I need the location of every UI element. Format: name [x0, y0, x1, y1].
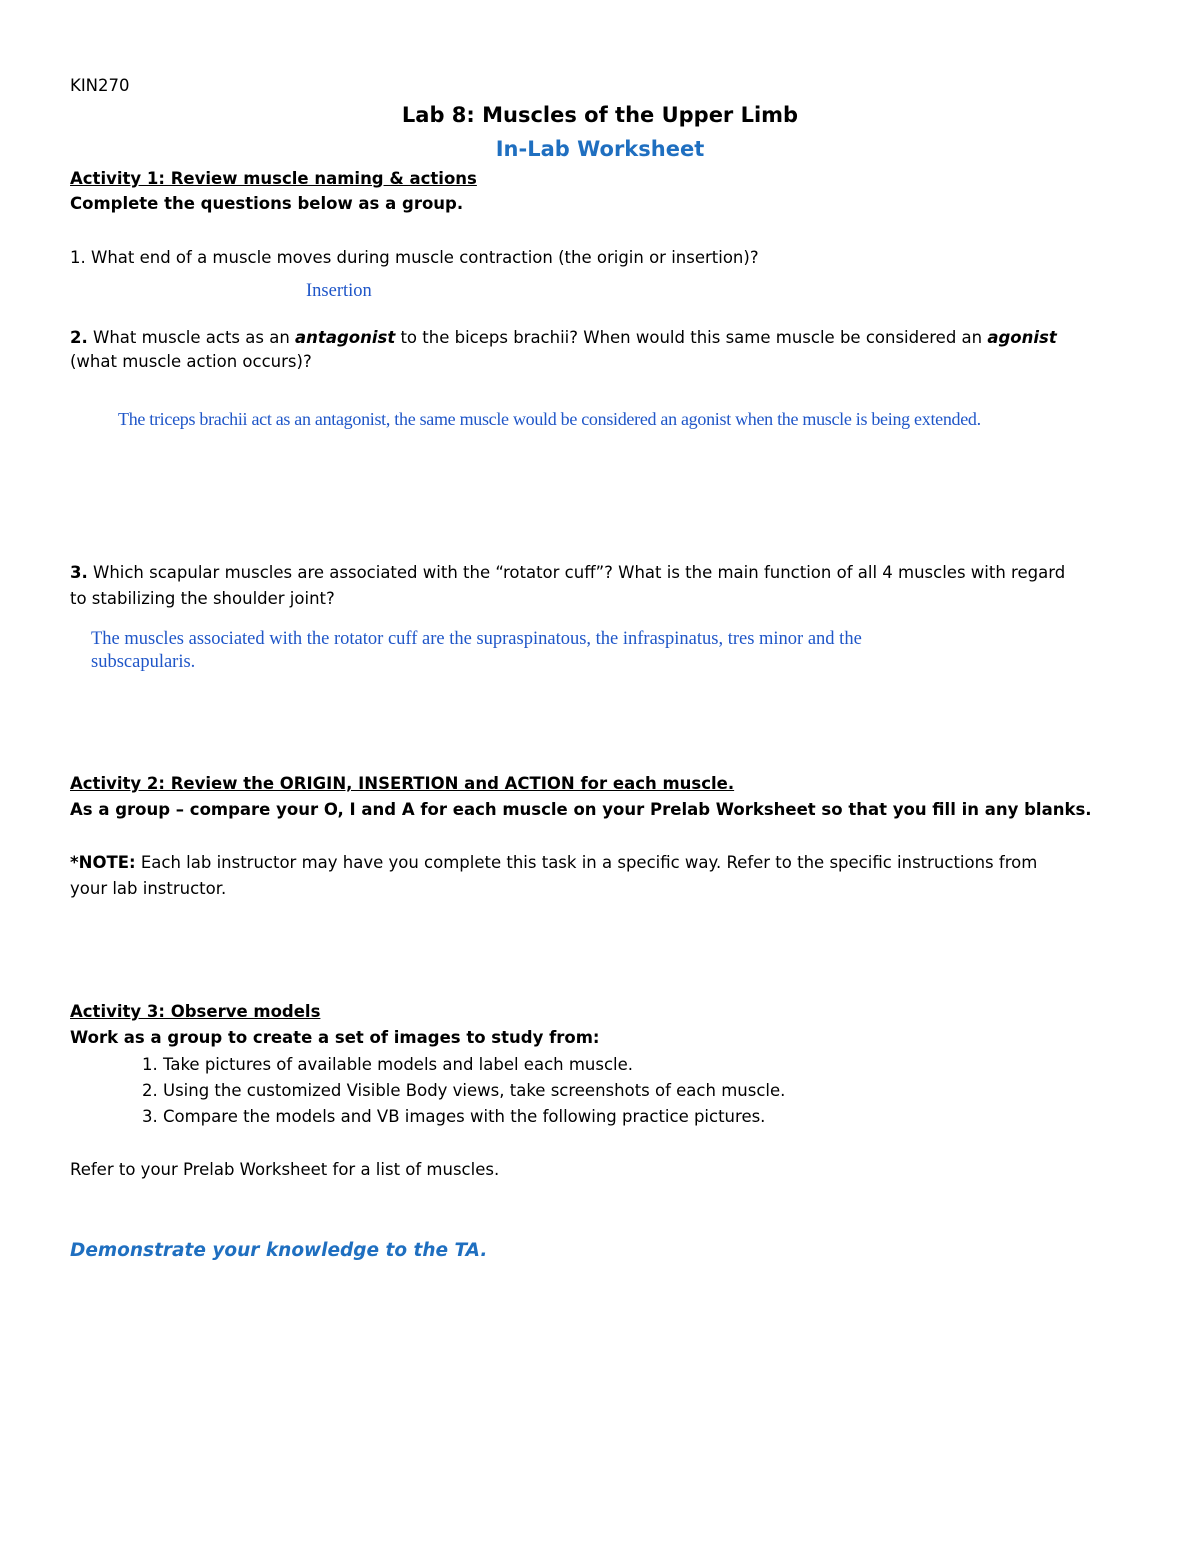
- note-line2: your lab instructor.: [70, 879, 227, 898]
- step-2-number: 2.: [142, 1081, 158, 1100]
- page-subtitle: In-Lab Worksheet: [495, 137, 705, 161]
- answer-1: Insertion: [306, 281, 372, 301]
- activity1-heading: Activity 1: Review muscle naming & actions: [70, 169, 477, 188]
- question-1-number: 1.: [70, 248, 86, 267]
- note-label: *NOTE:: [70, 853, 136, 872]
- step-1: [142, 1053, 633, 1077]
- question-2-term-agonist: agonist: [987, 328, 1057, 347]
- question-2-text-b: to the biceps brachii? When would this same muscle be considered an: [395, 328, 988, 347]
- answer-2: The triceps brachii act as an antagonist, the same muscle would be considered an agonist when the muscle is being extended.: [118, 409, 981, 429]
- answer-3-line2: subscapularis.: [91, 652, 196, 672]
- question-3: [70, 561, 1065, 585]
- question-2-text-c: (what muscle action occurs)?: [70, 352, 312, 371]
- activity2-note: [70, 851, 1037, 875]
- step-3: [142, 1105, 765, 1129]
- closing-text: Demonstrate your knowledge to the TA.: [70, 1240, 488, 1261]
- question-3-text-line1: Which scapular muscles are associated with the “rotator cuff”? What is the main function of all 4 muscles with regard: [93, 563, 1066, 582]
- step-3-text: Compare the models and VB images with the following practice pictures.: [157, 1107, 766, 1126]
- activity3-heading: Activity 3: Observe models: [70, 1002, 321, 1021]
- step-1-number: 1.: [142, 1055, 158, 1074]
- activity2-heading: Activity 2: Review the ORIGIN, INSERTION and ACTION for each muscle.: [70, 774, 735, 793]
- question-2: [70, 326, 1057, 350]
- question-2-text-a: What muscle acts as an: [93, 328, 296, 347]
- question-1-text: What end of a muscle moves during muscle contraction (the origin or insertion)?: [91, 248, 759, 267]
- activity2-instruction: As a group – compare your O, I and A for each muscle on your Prelab Worksheet so that you fill in any blanks.: [70, 800, 1092, 819]
- answer-3-line1: The muscles associated with the rotator cuff are the supraspinatous, the infraspinatus, tres minor and the: [91, 629, 862, 649]
- note-line1: Each lab instructor may have you complete this task in a specific way. Refer to the specific instructions from: [135, 853, 1038, 872]
- refer-text: Refer to your Prelab Worksheet for a list of muscles.: [70, 1160, 500, 1179]
- question-2-term-antagonist: antagonist: [295, 328, 396, 347]
- question-1: [70, 246, 759, 270]
- page-title: Lab 8: Muscles of the Upper Limb: [401, 103, 799, 127]
- step-2: [142, 1079, 785, 1103]
- question-2-number: 2.: [70, 328, 88, 347]
- step-3-number: 3.: [142, 1107, 158, 1126]
- question-3-text-line2: to stabilizing the shoulder joint?: [70, 589, 335, 608]
- question-3-number: 3.: [70, 563, 88, 582]
- activity1-instruction: Complete the questions below as a group.: [70, 194, 464, 213]
- step-2-text: Using the customized Visible Body views, take screenshots of each muscle.: [157, 1081, 786, 1100]
- course-code: KIN270: [70, 76, 130, 95]
- activity3-instruction: Work as a group to create a set of images to study from:: [70, 1028, 600, 1047]
- step-1-text: Take pictures of available models and label each muscle.: [157, 1055, 634, 1074]
